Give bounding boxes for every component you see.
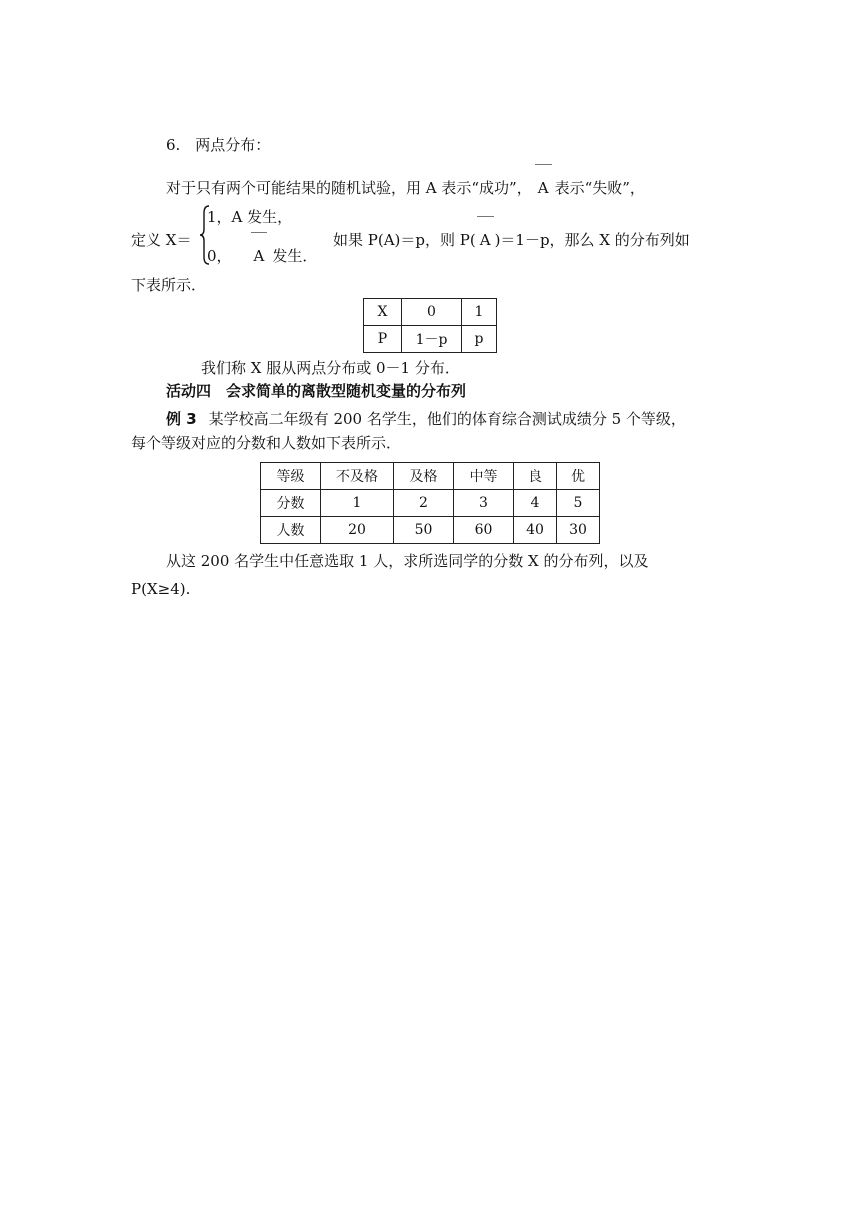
table-cell: 2 [394,490,454,517]
table-row [261,517,600,544]
table-cell: 40 [514,517,557,544]
case1-value: 1， [207,208,232,226]
question-line-2: P(X≥4). [131,580,191,598]
example-text: 某学校高二年级有 200 名学生，他们的体育综合测试成绩分 5 个等级， [208,410,686,428]
question-line-1: 从这 200 名学生中任意选取 1 人，求所选同学的分数 X 的分布列，以及 [166,552,649,570]
define-label: 定义 X＝ [131,231,192,249]
table-cell: 等级 [261,463,321,490]
intro-text-a: 对于只有两个可能结果的随机试验，用 A 表示“成功”， [166,179,532,197]
a-bar-symbol: A [537,179,549,197]
table-cell: 30 [557,517,600,544]
intro-line [166,178,645,198]
table-cell: P [364,326,402,353]
table-cell: p [462,326,497,353]
summary-text: 我们称 X 服从两点分布或 0－1 分布． [201,359,460,377]
grade-table [260,462,600,544]
section-heading: 6. 两点分布： [166,136,271,154]
table-cell: 分数 [261,490,321,517]
prob-text-a: 如果 P(A)＝p，则 P( [333,231,476,249]
activity-title: 活动四 会求简单的离散型随机变量的分布列 [166,382,467,400]
a-bar-symbol: A [479,231,491,249]
table-cell: 20 [321,517,394,544]
a-bar-symbol: A [253,247,265,265]
table-cell: 1 [462,299,497,326]
intro-text-b: 表示“失败”， [554,179,645,197]
table-cell: 3 [454,490,514,517]
table-cell: X [364,299,402,326]
piecewise-case-1 [207,207,292,227]
table-cell: 0 [402,299,462,326]
table-row [364,299,497,326]
table-cell: 4 [514,490,557,517]
table-cell: 5 [557,490,600,517]
table-cell: 50 [394,517,454,544]
two-point-table [363,298,497,353]
probability-line [333,230,690,250]
example-line-2: 每个等级对应的分数和人数如下表所示． [131,434,402,452]
table-cell: 人数 [261,517,321,544]
table-cell: 良 [514,463,557,490]
table-row [364,326,497,353]
case1-text: A 发生， [231,208,293,226]
table-cell: 及格 [394,463,454,490]
table-row [261,490,600,517]
table-cell: 中等 [454,463,514,490]
prob-text-b: )＝1－p，那么 X 的分布列如 [494,231,690,249]
piecewise-case-2 [207,246,317,266]
table-row [261,463,600,490]
table-cell: 不及格 [321,463,394,490]
example-label: 例 3 [166,410,197,428]
table-cell: 1 [321,490,394,517]
example-line-1 [166,409,686,429]
case2-text: 发生． [272,247,318,265]
table-cell: 60 [454,517,514,544]
table-intro: 下表所示． [131,276,207,294]
table-cell: 1－p [402,326,462,353]
case2-value: 0， [207,247,232,265]
table-cell: 优 [557,463,600,490]
